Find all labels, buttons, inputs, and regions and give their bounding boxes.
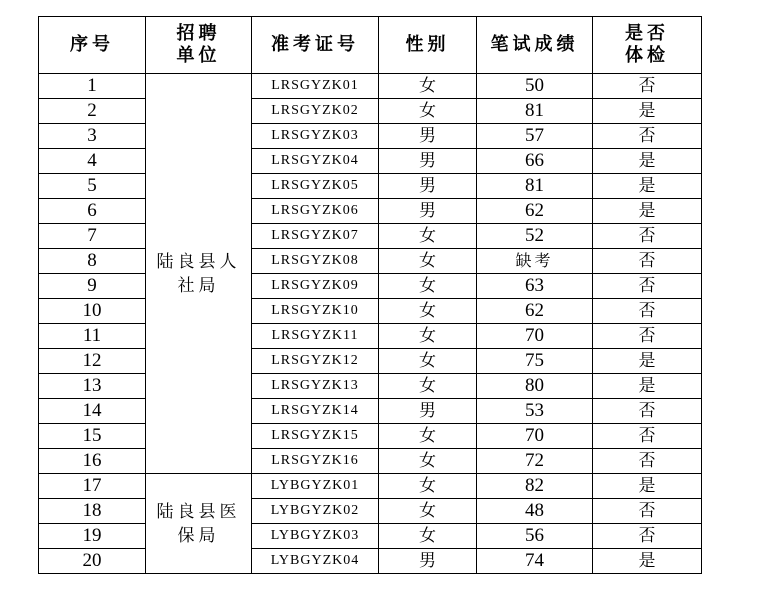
table-row bbox=[39, 124, 702, 149]
table-row bbox=[39, 249, 702, 274]
physical-check-cell: 否 bbox=[593, 499, 702, 524]
header-check-line1: 是否 bbox=[625, 23, 669, 44]
table-row bbox=[39, 174, 702, 199]
exam-id-cell: LRSGYZK13 bbox=[252, 374, 379, 399]
seq-cell: 19 bbox=[39, 524, 146, 549]
header-gender: 性别 bbox=[379, 17, 477, 74]
physical-check-cell: 是 bbox=[593, 349, 702, 374]
table-row bbox=[39, 399, 702, 424]
header-seq: 序号 bbox=[39, 17, 146, 74]
score-cell: 82 bbox=[477, 474, 593, 499]
gender-cell: 女 bbox=[379, 374, 477, 399]
gender-cell: 男 bbox=[379, 174, 477, 199]
physical-check-cell: 是 bbox=[593, 374, 702, 399]
seq-cell: 4 bbox=[39, 149, 146, 174]
exam-id-cell: LRSGYZK08 bbox=[252, 249, 379, 274]
unit-line1: 陆良县人 bbox=[156, 251, 241, 272]
results-table bbox=[38, 16, 702, 574]
score-cell: 62 bbox=[477, 199, 593, 224]
exam-id-cell: LRSGYZK04 bbox=[252, 149, 379, 174]
score-cell: 56 bbox=[477, 524, 593, 549]
table-row bbox=[39, 374, 702, 399]
table-row bbox=[39, 449, 702, 474]
score-cell: 53 bbox=[477, 399, 593, 424]
table-row bbox=[39, 349, 702, 374]
table-row bbox=[39, 524, 702, 549]
gender-cell: 女 bbox=[379, 349, 477, 374]
gender-cell: 男 bbox=[379, 149, 477, 174]
exam-id-cell: LRSGYZK06 bbox=[252, 199, 379, 224]
score-cell: 50 bbox=[477, 74, 593, 99]
gender-cell: 男 bbox=[379, 549, 477, 574]
gender-cell: 女 bbox=[379, 224, 477, 249]
seq-cell: 7 bbox=[39, 224, 146, 249]
table-header bbox=[39, 17, 702, 74]
physical-check-cell: 是 bbox=[593, 99, 702, 124]
exam-id-cell: LRSGYZK14 bbox=[252, 399, 379, 424]
gender-cell: 男 bbox=[379, 199, 477, 224]
seq-cell: 3 bbox=[39, 124, 146, 149]
header-unit-line1: 招聘 bbox=[176, 23, 221, 44]
table-row bbox=[39, 499, 702, 524]
seq-cell: 16 bbox=[39, 449, 146, 474]
score-cell: 81 bbox=[477, 99, 593, 124]
physical-check-cell: 否 bbox=[593, 274, 702, 299]
table-row bbox=[39, 149, 702, 174]
gender-cell: 女 bbox=[379, 274, 477, 299]
seq-cell: 8 bbox=[39, 249, 146, 274]
exam-id-cell: LYBGYZK04 bbox=[252, 549, 379, 574]
seq-cell: 9 bbox=[39, 274, 146, 299]
exam-id-cell: LRSGYZK11 bbox=[252, 324, 379, 349]
physical-check-cell: 否 bbox=[593, 424, 702, 449]
seq-cell: 20 bbox=[39, 549, 146, 574]
gender-cell: 女 bbox=[379, 524, 477, 549]
gender-cell: 女 bbox=[379, 499, 477, 524]
exam-id-cell: LRSGYZK15 bbox=[252, 424, 379, 449]
unit-cell bbox=[146, 74, 252, 474]
table-row bbox=[39, 324, 702, 349]
table-row bbox=[39, 74, 702, 99]
header-score: 笔试成绩 bbox=[477, 17, 593, 74]
score-cell: 52 bbox=[477, 224, 593, 249]
physical-check-cell: 否 bbox=[593, 399, 702, 424]
physical-check-cell: 是 bbox=[593, 549, 702, 574]
score-cell: 57 bbox=[477, 124, 593, 149]
seq-cell: 18 bbox=[39, 499, 146, 524]
header-unit bbox=[146, 17, 252, 74]
physical-check-cell: 否 bbox=[593, 449, 702, 474]
header-check-line2: 体检 bbox=[625, 45, 669, 66]
seq-cell: 13 bbox=[39, 374, 146, 399]
score-cell: 72 bbox=[477, 449, 593, 474]
unit-cell bbox=[146, 474, 252, 574]
score-cell: 74 bbox=[477, 549, 593, 574]
table-row bbox=[39, 99, 702, 124]
physical-check-cell: 否 bbox=[593, 74, 702, 99]
gender-cell: 女 bbox=[379, 424, 477, 449]
seq-cell: 1 bbox=[39, 74, 146, 99]
seq-cell: 15 bbox=[39, 424, 146, 449]
score-cell: 75 bbox=[477, 349, 593, 374]
exam-id-cell: LRSGYZK16 bbox=[252, 449, 379, 474]
exam-id-cell: LYBGYZK02 bbox=[252, 499, 379, 524]
unit-line2: 社局 bbox=[177, 275, 220, 296]
score-cell: 80 bbox=[477, 374, 593, 399]
physical-check-cell: 否 bbox=[593, 124, 702, 149]
unit-line1: 陆良县医 bbox=[156, 501, 241, 522]
exam-id-cell: LRSGYZK07 bbox=[252, 224, 379, 249]
seq-cell: 14 bbox=[39, 399, 146, 424]
gender-cell: 男 bbox=[379, 124, 477, 149]
score-cell: 70 bbox=[477, 424, 593, 449]
header-unit-line2: 单位 bbox=[176, 45, 221, 66]
exam-id-cell: LRSGYZK09 bbox=[252, 274, 379, 299]
physical-check-cell: 是 bbox=[593, 474, 702, 499]
gender-cell: 女 bbox=[379, 299, 477, 324]
exam-id-cell: LRSGYZK01 bbox=[252, 74, 379, 99]
gender-cell: 女 bbox=[379, 74, 477, 99]
table-row bbox=[39, 199, 702, 224]
exam-id-cell: LRSGYZK03 bbox=[252, 124, 379, 149]
score-cell: 81 bbox=[477, 174, 593, 199]
gender-cell: 女 bbox=[379, 324, 477, 349]
seq-cell: 2 bbox=[39, 99, 146, 124]
exam-id-cell: LRSGYZK12 bbox=[252, 349, 379, 374]
table-row bbox=[39, 299, 702, 324]
table-row bbox=[39, 424, 702, 449]
score-cell: 62 bbox=[477, 299, 593, 324]
table-row bbox=[39, 274, 702, 299]
seq-cell: 12 bbox=[39, 349, 146, 374]
seq-cell: 10 bbox=[39, 299, 146, 324]
score-cell: 70 bbox=[477, 324, 593, 349]
score-cell: 63 bbox=[477, 274, 593, 299]
seq-cell: 6 bbox=[39, 199, 146, 224]
header-row bbox=[39, 17, 702, 74]
header-check bbox=[593, 17, 702, 74]
gender-cell: 女 bbox=[379, 449, 477, 474]
table-body bbox=[39, 74, 702, 574]
gender-cell: 女 bbox=[379, 474, 477, 499]
physical-check-cell: 否 bbox=[593, 249, 702, 274]
exam-id-cell: LRSGYZK05 bbox=[252, 174, 379, 199]
exam-id-cell: LRSGYZK02 bbox=[252, 99, 379, 124]
exam-id-cell: LYBGYZK03 bbox=[252, 524, 379, 549]
table-row bbox=[39, 474, 702, 499]
physical-check-cell: 是 bbox=[593, 149, 702, 174]
seq-cell: 11 bbox=[39, 324, 146, 349]
exam-id-cell: LYBGYZK01 bbox=[252, 474, 379, 499]
physical-check-cell: 是 bbox=[593, 199, 702, 224]
gender-cell: 女 bbox=[379, 249, 477, 274]
table-row bbox=[39, 224, 702, 249]
physical-check-cell: 否 bbox=[593, 224, 702, 249]
score-cell: 66 bbox=[477, 149, 593, 174]
header-exam-id: 准考证号 bbox=[252, 17, 379, 74]
table-row bbox=[39, 549, 702, 574]
gender-cell: 女 bbox=[379, 99, 477, 124]
seq-cell: 5 bbox=[39, 174, 146, 199]
score-cell: 缺考 bbox=[477, 249, 593, 274]
exam-id-cell: LRSGYZK10 bbox=[252, 299, 379, 324]
physical-check-cell: 否 bbox=[593, 299, 702, 324]
unit-line2: 保局 bbox=[177, 525, 220, 546]
score-cell: 48 bbox=[477, 499, 593, 524]
seq-cell: 17 bbox=[39, 474, 146, 499]
physical-check-cell: 否 bbox=[593, 524, 702, 549]
physical-check-cell: 否 bbox=[593, 324, 702, 349]
physical-check-cell: 是 bbox=[593, 174, 702, 199]
gender-cell: 男 bbox=[379, 399, 477, 424]
